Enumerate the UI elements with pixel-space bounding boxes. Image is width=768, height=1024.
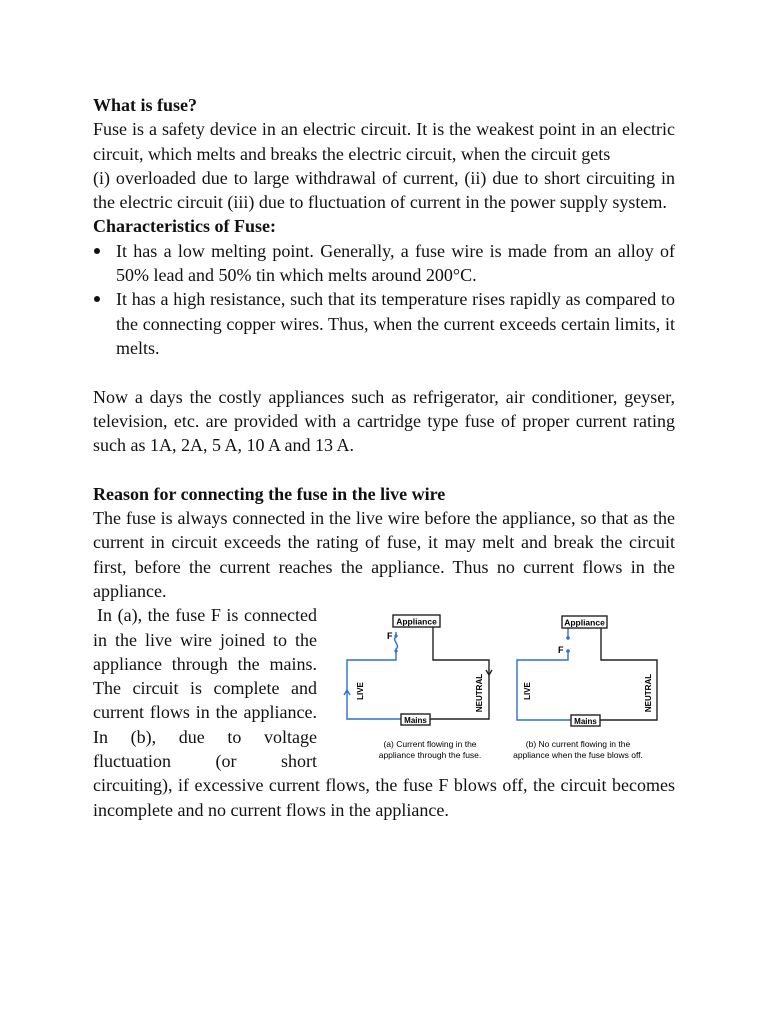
- heading-what-is-fuse: What is fuse?: [93, 95, 198, 115]
- heading-characteristics: Characteristics of Fuse:: [93, 216, 276, 237]
- fuse-label: F: [387, 631, 393, 642]
- caption-a-line1: (a) Current flowing in the: [383, 739, 477, 750]
- diagram-a: [344, 615, 492, 725]
- fuse-circuit-diagram: [325, 603, 675, 773]
- paragraph: The fuse is always connected in the live wire before the appliance, so that as the current in circuit exceeds the rating of fuse, it may melt and break the circuit first, before the current reaches the appliance. Thus no current flows in the appliance.: [93, 508, 675, 601]
- characteristics-list: [93, 239, 675, 360]
- live-wire: [347, 632, 401, 719]
- document: [93, 93, 675, 822]
- appliance-label: Appliance: [564, 617, 605, 628]
- appliance-label: Appliance: [396, 616, 437, 627]
- fuse-label: F: [558, 645, 564, 656]
- caption-b-line2: appliance when the fuse blows off.: [513, 750, 643, 761]
- list-item: It has a high resistance, such that its temperature rises rapidly as compared to the connecting copper wires. Thus, when the current exceeds certain limits, it melts.: [116, 287, 675, 360]
- neutral-label: NEUTRAL: [644, 674, 653, 713]
- list-item: It has a low melting point. Generally, a fuse wire is made from an alloy of 50% lead and 50% tin which melts around 200°C.: [116, 239, 675, 288]
- mains-label: Mains: [404, 716, 427, 726]
- live-label: LIVE: [356, 682, 365, 701]
- neutral-label: NEUTRAL: [475, 674, 484, 713]
- diagram-b: [517, 616, 657, 726]
- heading-reason: Reason for connecting the fuse in the live wire: [93, 483, 446, 504]
- mains-label: Mains: [574, 717, 597, 727]
- paragraph: Fuse is a safety device in an electric circuit. It is the weakest point in an electric circuit, which melts and breaks the electric circuit, when the circuit gets: [93, 119, 675, 164]
- live-label: LIVE: [523, 682, 532, 701]
- caption-b-line1: (b) No current flowing in the: [525, 739, 631, 750]
- paragraph: In (a), the fuse F is connected in the live wire joined to the appliance through the mains. The circuit is complete and current flows in the appliance. In (b), due to voltage fluctuation (or short circuiting), if excessive current flows, the fuse F blows off, the circuit becomes incomplete and no current flows in the appliance.: [93, 605, 675, 820]
- caption-a-line2: appliance through the fuse.: [378, 750, 482, 761]
- paragraph: (i) overloaded due to large withdrawal of current, (ii) due to short circuiting in the electric circuit (iii) due to fluctuation of current in the power supply system.: [93, 167, 675, 213]
- paragraph: Now a days the costly appliances such as refrigerator, air conditioner, geyser, television, etc. are provided with a cartridge type fuse of proper current rating such as 1A, 2A, 5 A, 10 A and 13 A.: [93, 386, 675, 456]
